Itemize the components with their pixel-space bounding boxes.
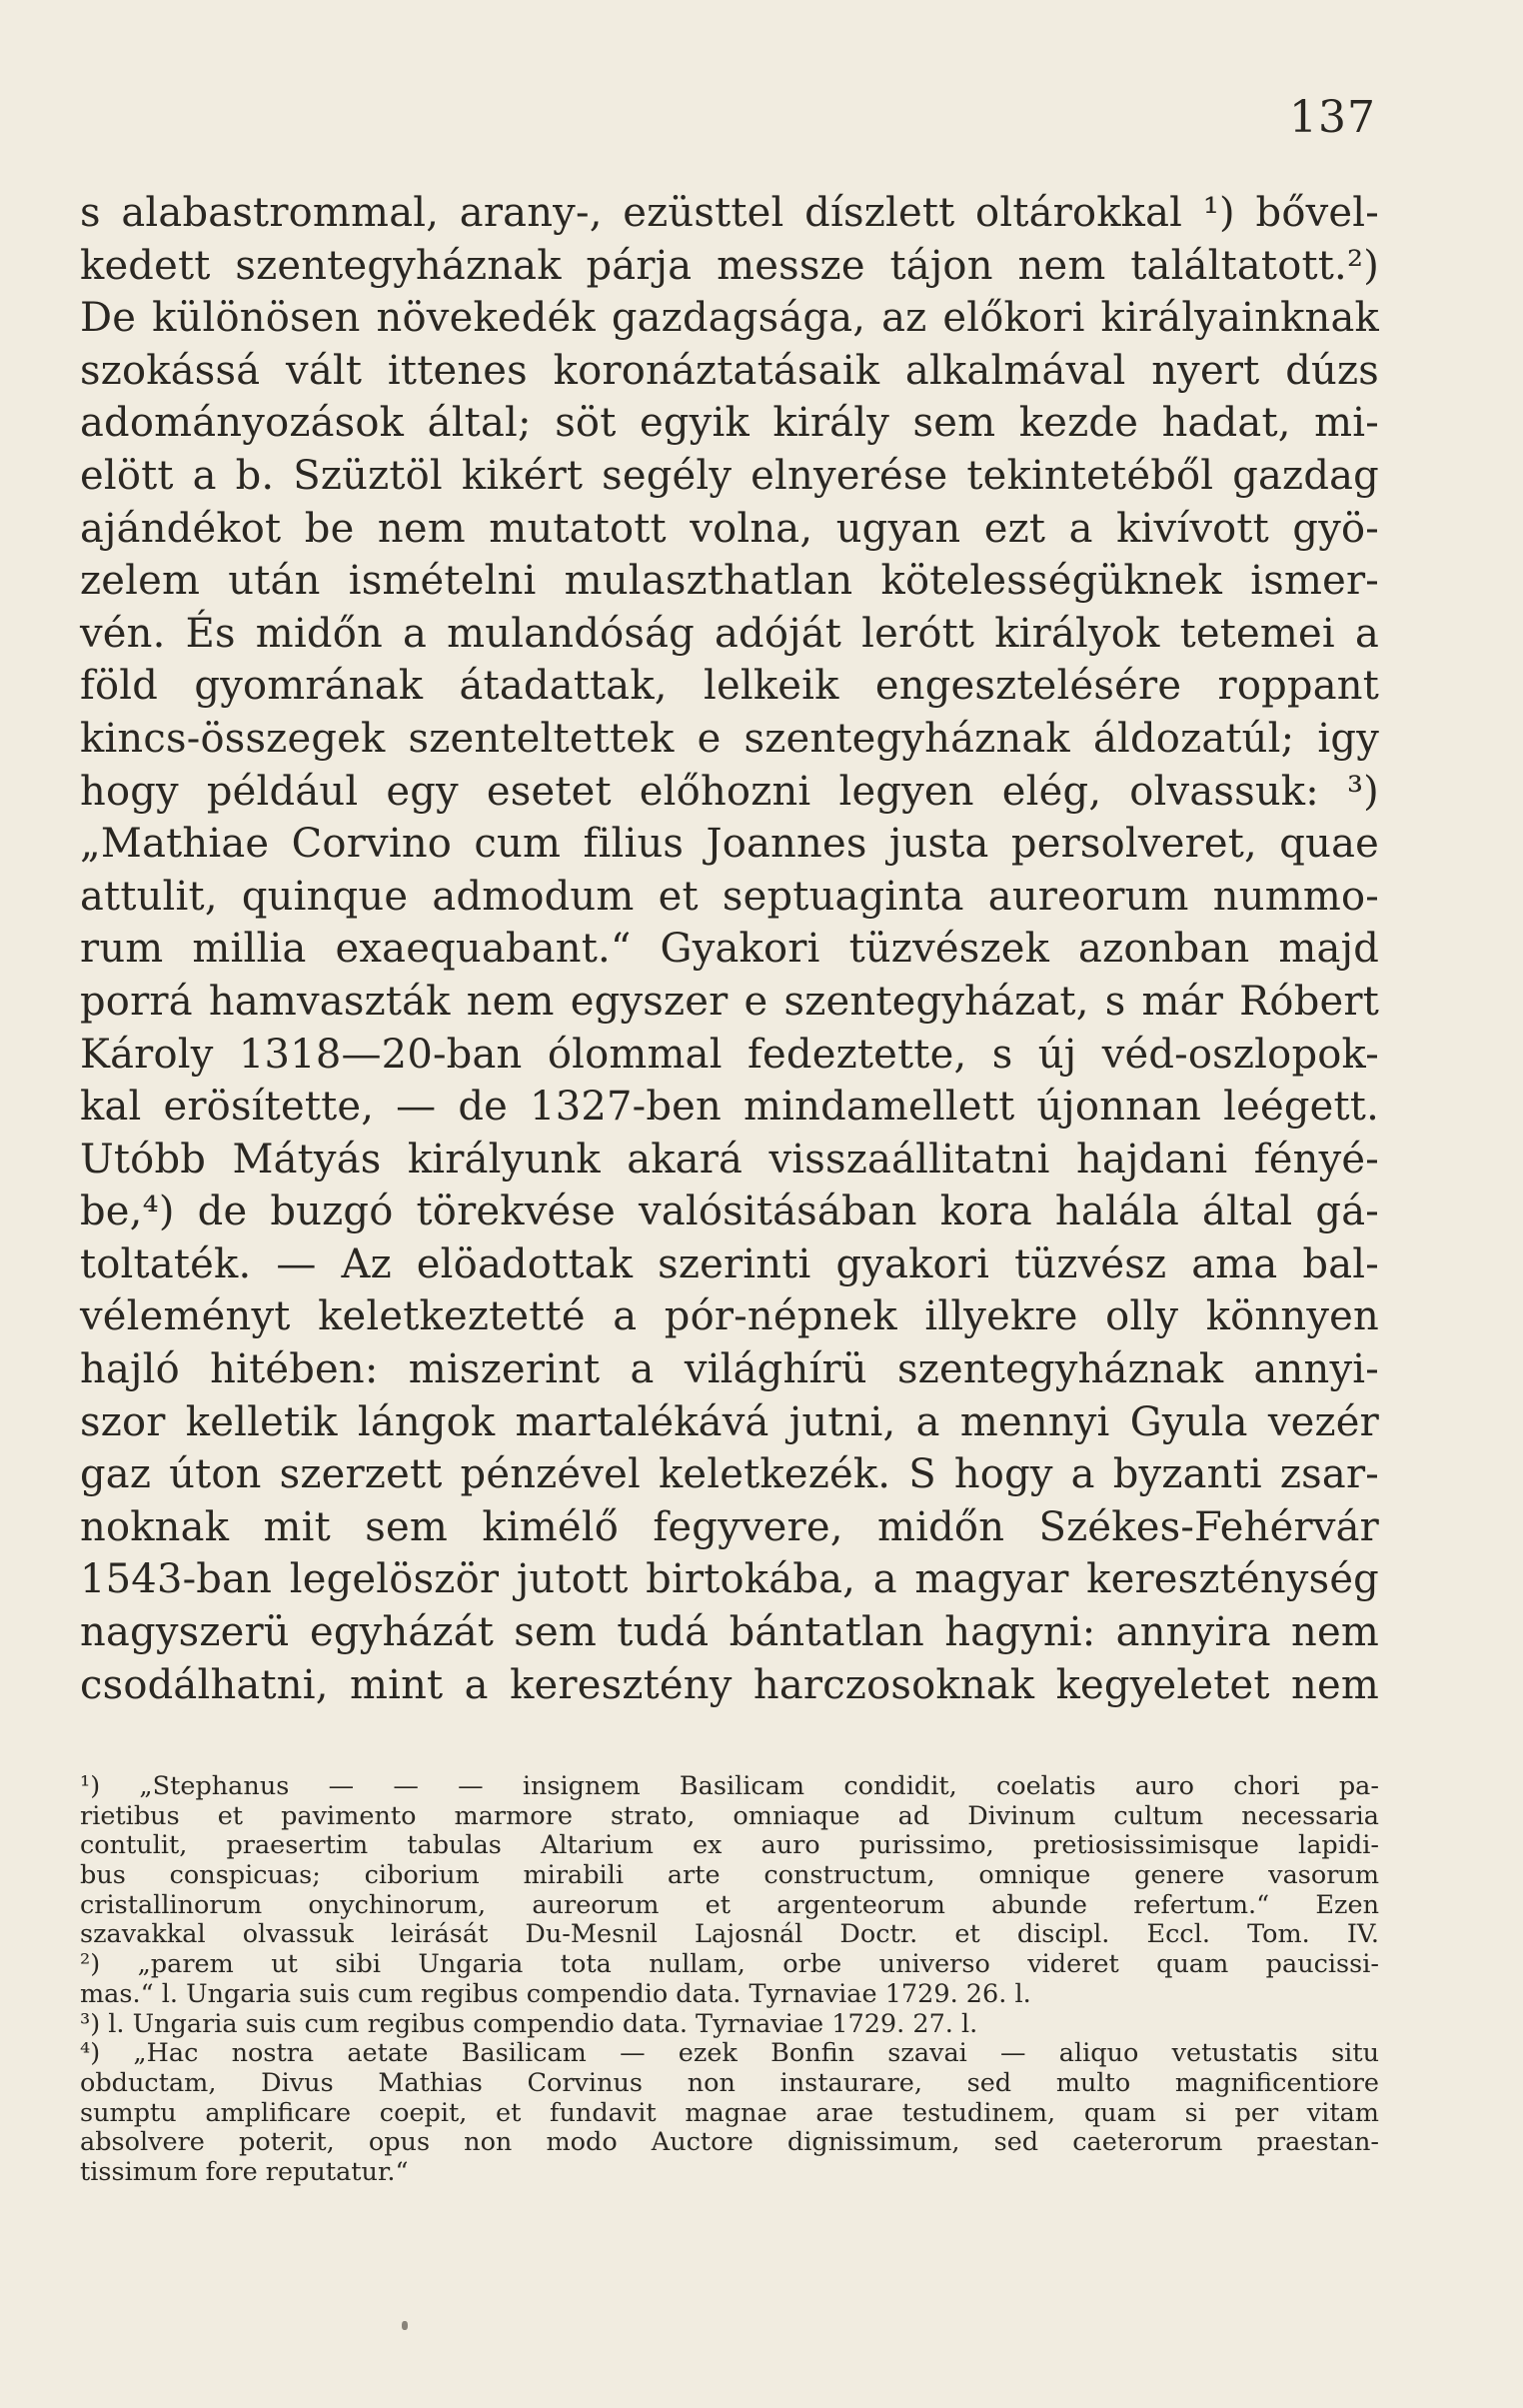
footnote-line: contulit, praesertim tabulas Altarium ex auro purissimo, pretiosissimisque lapidi- [80,1830,1379,1861]
footnote-line: obductam, Divus Mathias Corvinus non instaurare, sed multo magnificentiore [80,2067,1379,2098]
text-line: vén. És midőn a mulandóság adóját lerótt királyok tetemei a [80,610,1379,657]
ink-speck [402,2321,408,2330]
text-line: adományozások által; söt egyik király sem kezde hadat, mi- [80,400,1379,447]
text-line: véleményt keletkeztetté a pór-népnek illyekre olly könnyen [80,1293,1379,1340]
footnote-line: ²) „parem ut sibi Ungaria tota nullam, orbe universo videret quam paucissi- [80,1949,1379,1980]
text-line: szokássá vált ittenes koronáztatásaik alkalmával nyert dúzs [80,347,1379,394]
text-line: attulit, quinque admodum et septuaginta aureorum nummo- [80,873,1379,920]
text-line: kincs-összegek szenteltettek e szentegyháznak áldozatúl; igy [80,715,1379,762]
text-line: be,⁴) de buzgó törekvése valósitásában kora halála által gá- [80,1189,1379,1235]
text-line: hogy például egy esetet előhozni legyen elég, olvassuk: ³) [80,768,1379,815]
footnote-line: bus conspicuas; ciborium mirabili arte constructum, omnique genere vasorum [80,1860,1379,1891]
footnote-line: cristallinorum onychinorum, aureorum et argenteorum abunde refertum.“ Ezen [80,1889,1379,1920]
footnote-line: mas.“ l. Ungaria suis cum regibus compendio data. Tyrnaviae 1729. 26. l. [80,1978,1031,2009]
text-line: 1543-ban legelöször jutott birtokába, a magyar kereszténység [80,1556,1379,1603]
text-line: hajló hitében: miszerint a világhírü szentegyháznak annyi- [80,1346,1379,1393]
footnote-line: szavakkal olvassuk leirását Du-Mesnil Lajosnál Doctr. et discipl. Eccl. Tom. IV. [80,1919,1379,1950]
main-text-block [80,187,1379,1711]
footnote-line: absolvere poterit, opus non modo Auctore dignissimum, sed caeterorum praestan- [80,2127,1379,2158]
text-line: Utóbb Mátyás királyunk akará visszaállitatni hajdani fényé- [80,1136,1379,1183]
text-line: rum millia exaequabant.“ Gyakori tüzvészek azonban majd [80,926,1379,973]
text-line: elött a b. Szüztöl kikért segély elnyerése tekintetéből gazdag [80,452,1379,499]
text-line: s alabastrommal, arany-, ezüsttel díszlett oltárokkal ¹) bővel- [80,190,1379,236]
text-line: szor kelletik lángok martalékává jutni, a mennyi Gyula vezér [80,1398,1379,1445]
text-line: toltaték. — Az elöadottak szerinti gyakori tüzvész ama bal- [80,1240,1379,1287]
footnote-line: ⁴) „Hac nostra aetate Basilicam — ezek Bonfin szavai — aliquo vetustatis situ [80,2038,1379,2069]
footnote-line: tissimum fore reputatur.“ [80,2156,409,2187]
text-line: Károly 1318—20-ban ólommal fedeztette, s új véd-oszlopok- [80,1031,1379,1078]
text-line: kedett szentegyháznak párja messze tájon nem találtatott.²) [80,242,1379,289]
text-line: De különösen növekedék gazdagsága, az előkori királyainknak [80,295,1379,342]
text-line: zelem után ismételni mulaszthatlan kötelességüknek ismer- [80,558,1379,605]
footnote-line: rietibus et pavimento marmore strato, omniaque ad Divinum cultum necessaria [80,1800,1379,1831]
text-line: csodálhatni, mint a keresztény harczosoknak kegyeletet nem [80,1661,1379,1708]
text-line: föld gyomrának átadattak, lelkeik engesztelésére roppant [80,663,1379,710]
footnote-line: sumptu amplificare coepit, et fundavit magnae arae testudinem, quam si per vitam [80,2097,1379,2128]
text-line: gaz úton szerzett pénzével keletkezék. S hogy a byzanti zsar- [80,1451,1379,1498]
text-line: ajándékot be nem mutatott volna, ugyan ezt a kivívott gyö- [80,505,1379,552]
footnote-line: ³) l. Ungaria suis cum regibus compendio data. Tyrnaviae 1729. 27. l. [80,2008,978,2039]
page-number: 137 [1289,92,1376,143]
text-line: „Mathiae Corvino cum filius Joannes justa persolveret, quae [80,821,1379,868]
footnotes-block [80,1772,1379,2188]
text-line: nagyszerü egyházát sem tudá bántatlan hagyni: annyira nem [80,1609,1379,1656]
text-line: noknak mit sem kimélő fegyvere, midőn Székes-Fehérvár [80,1503,1379,1550]
footnote-line: ¹) „Stephanus — — — insignem Basilicam condidit, coelatis auro chori pa- [80,1771,1379,1801]
text-line: porrá hamvaszták nem egyszer e szentegyházat, s már Róbert [80,978,1379,1025]
text-line: kal erösítette, — de 1327-ben mindamellett újonnan leégett. [80,1084,1379,1131]
